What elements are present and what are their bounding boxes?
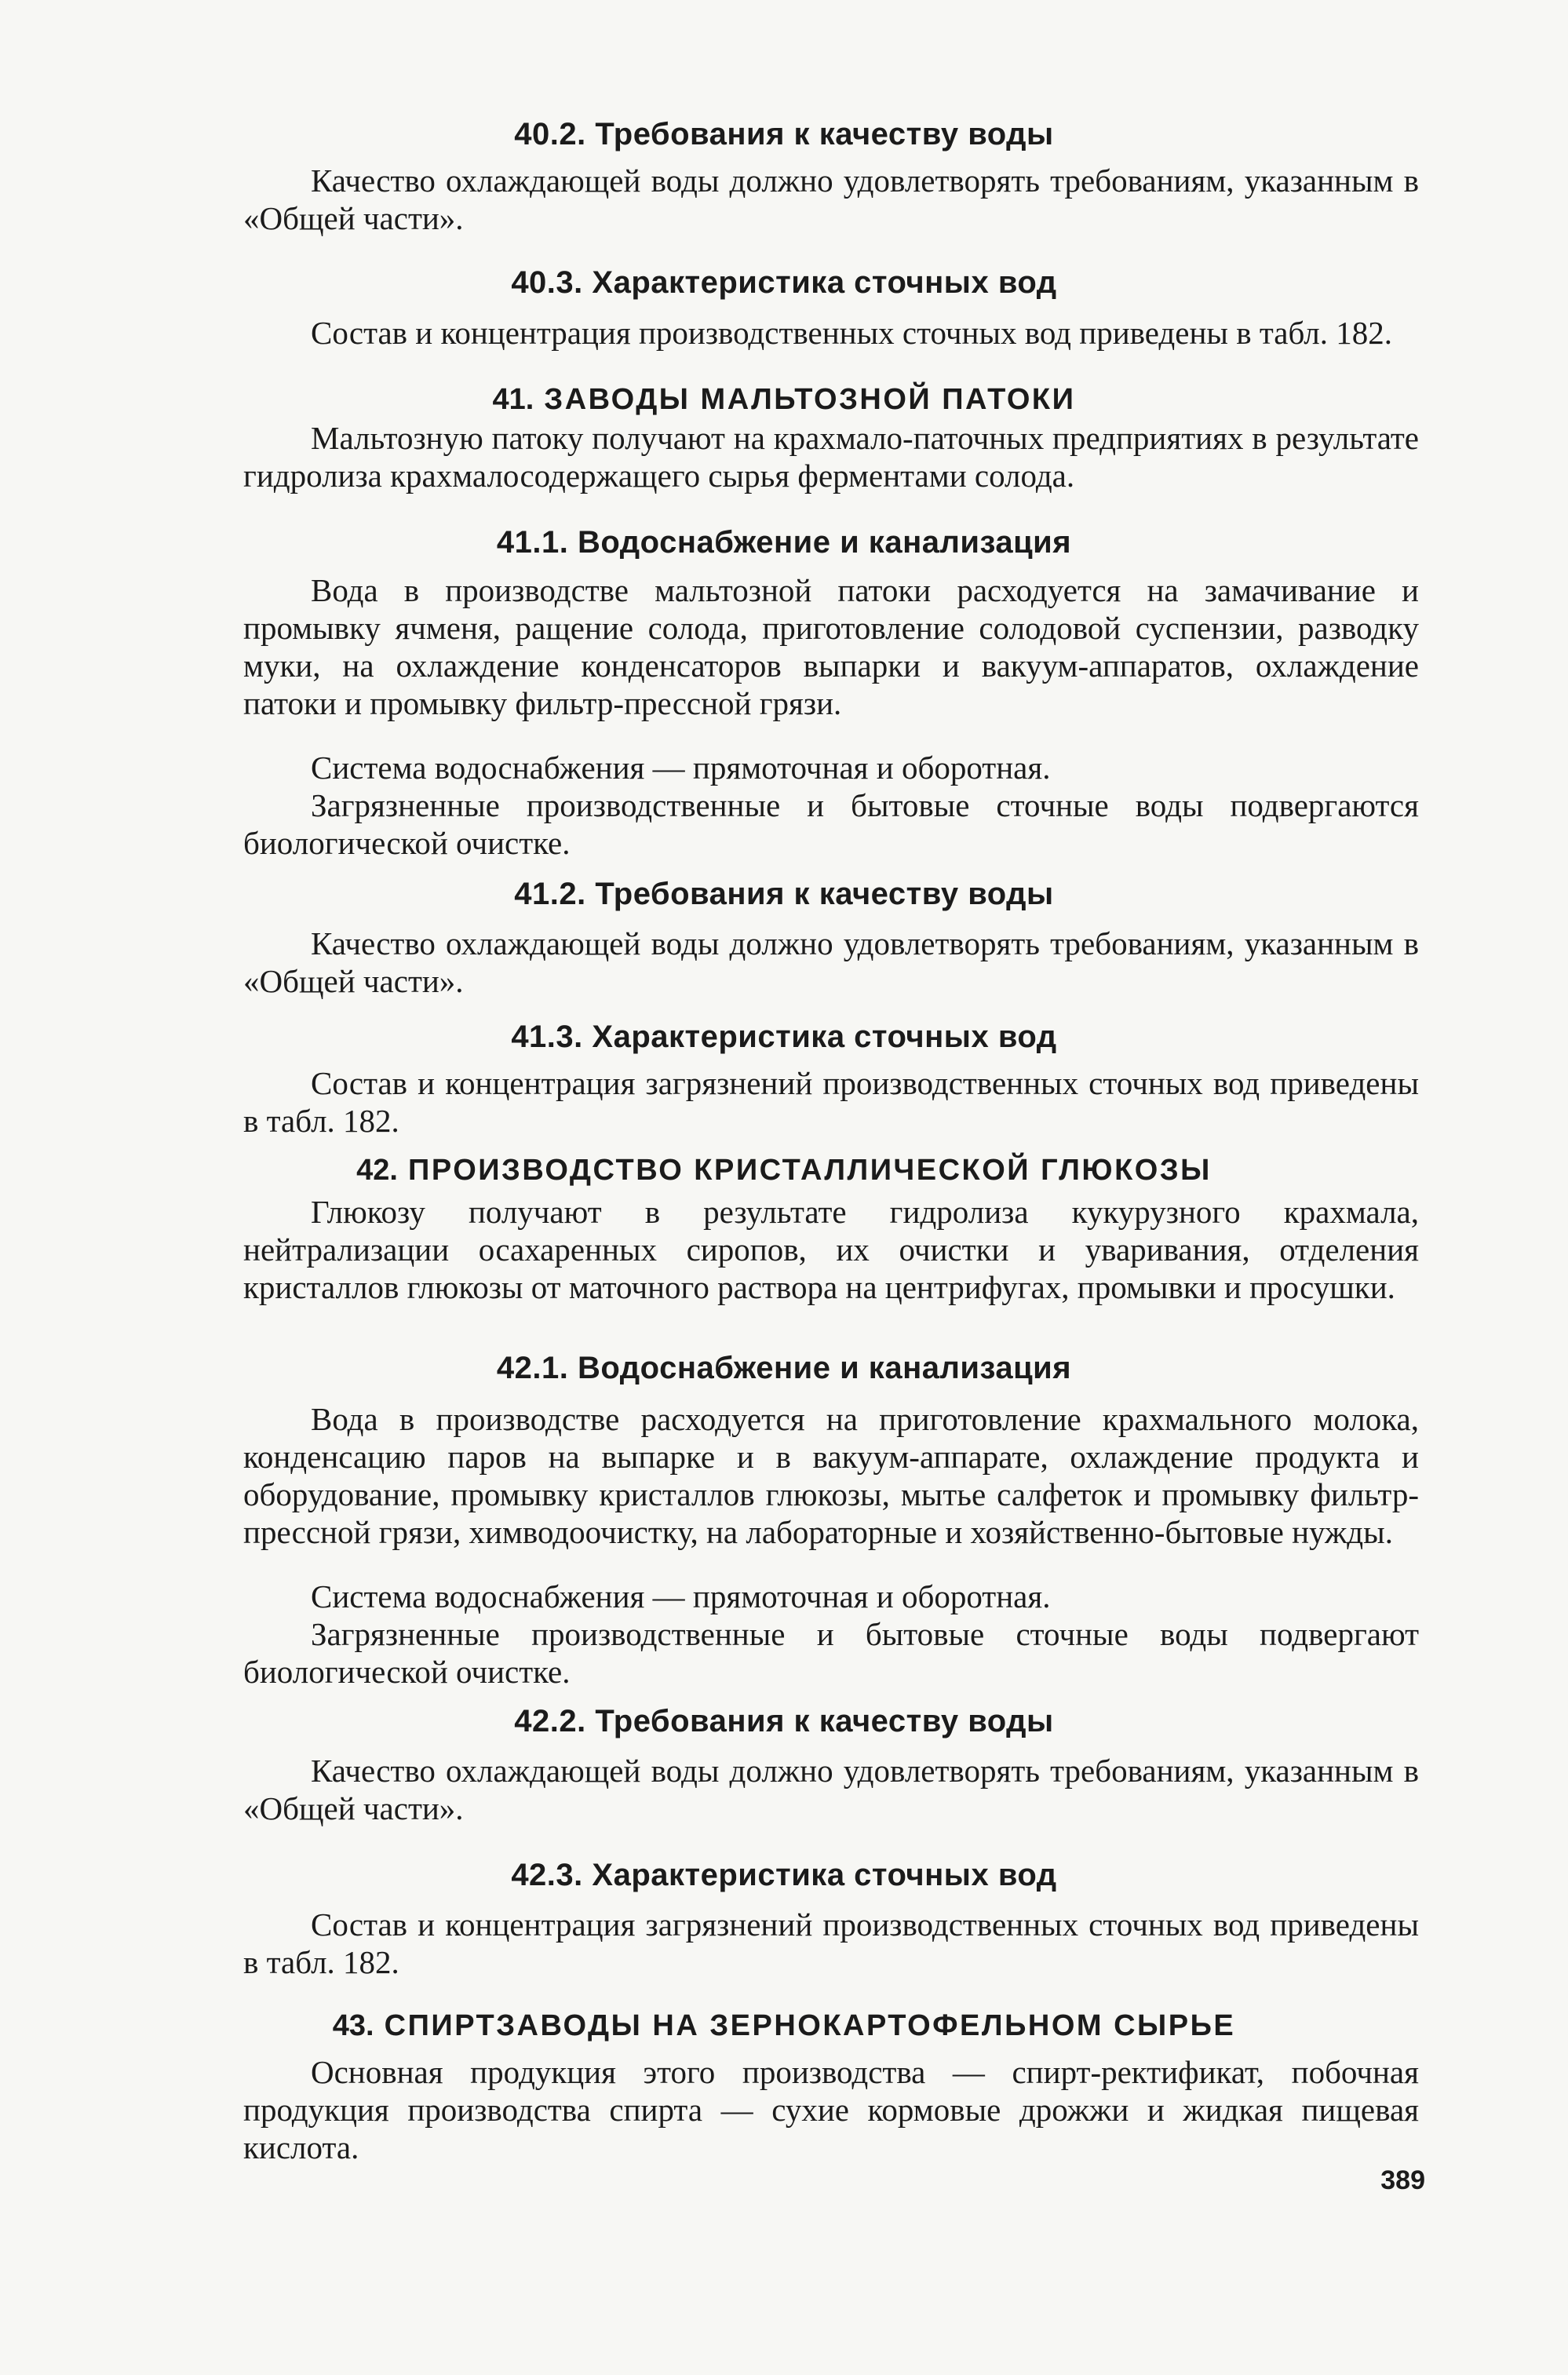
- chapter-heading-42: [0, 1151, 1568, 1190]
- paragraph-42: Глюкозу получают в результате гидролиза кукурузного крахмала, нейтрализации осахаренных сиропов, их очистки и уваривания, отделения кристаллов глюкозы от маточного раствора на центрифугах, промывки и просушки.: [243, 1194, 1419, 1305]
- paragraph-42-1-b: Система водоснабжения — прямоточная и оборотная.: [311, 1578, 1051, 1614]
- paragraph-43: Основная продукция этого производства — спирт-ректификат, побочная продукция производства спирта — сухие кормовые дрожжи и жидкая пищевая кислота.: [243, 2054, 1419, 2165]
- section-heading-41-1: 41.1. Водоснабжение и канализация: [496, 525, 1072, 560]
- paragraph-42-3: Состав и концентрация загрязнений производственных сточных вод приведены в табл. 182.: [243, 1906, 1419, 1980]
- chapter-number: 43.: [332, 2009, 374, 2042]
- paragraph-42-1-a: Вода в производстве расходуется на приготовление крахмального молока, конденсацию паров на выпарке и в вакуум-аппарате, охлаждение продукта и оборудование, промывку кристаллов глюкозы, мытье салфеток и промывку фильтр-прессной грязи, химводоочистку, на лабораторные и хозяйственно-бытовые нужды.: [243, 1401, 1419, 1550]
- page-number: 389: [1380, 2165, 1425, 2195]
- section-heading-42-3: 42.3. Характеристика сточных вод: [511, 1858, 1057, 1892]
- chapter-title: ЗАВОДЫ МАЛЬТОЗНОЙ ПАТОКИ: [544, 383, 1076, 416]
- section-heading-41-2: 41.2. Требования к качеству воды: [514, 877, 1054, 911]
- chapter-heading-41: [0, 380, 1568, 419]
- paragraph-41: Мальтозную патоку получают на крахмало-паточных предприятиях в результате гидролиза крахмалосодержащего сырья ферментами солода.: [243, 420, 1419, 494]
- paragraph-42-1-c: Загрязненные производственные и бытовые сточные воды подвергают биологической очистке.: [243, 1616, 1419, 1690]
- section-heading-41-3: 41.3. Характеристика сточных вод: [511, 1020, 1057, 1054]
- section-heading-42-1: 42.1. Водоснабжение и канализация: [496, 1351, 1072, 1385]
- chapter-heading-43: [0, 2006, 1568, 2045]
- paragraph-41-2: Качество охлаждающей воды должно удовлетворять требованиям, указанным в «Общей части».: [243, 925, 1419, 999]
- paragraph-40-2: Качество охлаждающей воды должно удовлетворять требованиям, указанным в «Общей части».: [243, 162, 1419, 236]
- section-heading-40-3: 40.3. Характеристика сточных вод: [511, 265, 1057, 300]
- chapter-title: СПИРТЗАВОДЫ НА ЗЕРНОКАРТОФЕЛЬНОМ СЫРЬЕ: [384, 2009, 1236, 2042]
- paragraph-40-3: Состав и концентрация производственных сточных вод приведены в табл. 182.: [311, 315, 1393, 351]
- section-heading-40-2: 40.2. Требования к качеству воды: [514, 117, 1054, 151]
- chapter-number: 42.: [356, 1154, 398, 1187]
- section-heading-42-2: 42.2. Требования к качеству воды: [514, 1704, 1054, 1738]
- paragraph-41-1-a: Вода в производстве мальтозной патоки расходуется на замачивание и промывку ячменя, ращение солода, приготовление солодовой суспензии, разводку муки, на охлаждение конденсаторов выпарки и вакуум-аппаратов, охлаждение патоки и промывку фильтр-прессной грязи.: [243, 572, 1419, 721]
- paragraph-41-3: Состав и концентрация загрязнений производственных сточных вод приведены в табл. 182.: [243, 1065, 1419, 1139]
- chapter-title: ПРОИЗВОДСТВО КРИСТАЛЛИЧЕСКОЙ ГЛЮКОЗЫ: [408, 1154, 1212, 1187]
- paragraph-42-2: Качество охлаждающей воды должно удовлетворять требованиям, указанным в «Общей части».: [243, 1753, 1419, 1826]
- paragraph-41-1-b: Система водоснабжения — прямоточная и оборотная.: [311, 750, 1051, 786]
- chapter-number: 41.: [492, 383, 534, 416]
- paragraph-41-1-c: Загрязненные производственные и бытовые сточные воды подвергаются биологической очистке.: [243, 787, 1419, 861]
